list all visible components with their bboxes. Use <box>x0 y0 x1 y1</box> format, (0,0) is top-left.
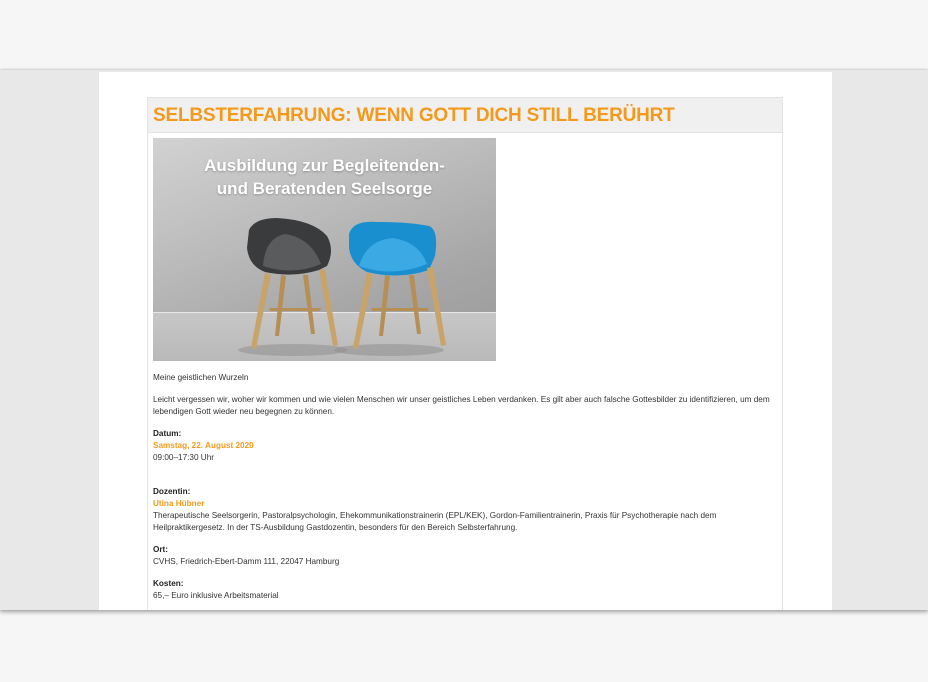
teacher-section <box>153 486 777 534</box>
date-value: Samstag, 22. August 2020 <box>153 441 254 450</box>
event-image <box>153 138 496 361</box>
event-description: Leicht vergessen wir, woher wir kommen und wie vielen Menschen wir unser geistliches Leben verdanken. Es gilt aber auch falsche Gottesbilder zu identifizieren, um dem lebendigen Gott wieder neu begegnen zu können. <box>153 395 770 416</box>
event-title: SELBSTERFAHRUNG: WENN GOTT DICH STILL BERÜHRT <box>153 105 675 126</box>
cost-value: 65,– Euro inklusive Arbeitsmaterial <box>153 591 279 600</box>
dark-chair-icon <box>238 218 348 356</box>
teacher-bio: Therapeutische Seelsorgerin, Pastoralpsychologin, Ehekommunikationstrainerin (EPL/KEK), Gordon-Familientrainerin, Praxis für Psychotherapie nach dem Heilpraktikergesetz. In der TS-Ausbildung Gastdozentin, besonders für den Bereich Selbsterfahrung. <box>153 511 717 532</box>
event-intro: Meine geistlichen Wurzeln <box>153 373 249 382</box>
time-value: 09:00–17:30 Uhr <box>153 453 214 462</box>
location-section <box>153 544 777 568</box>
image-caption <box>153 154 496 200</box>
date-section <box>153 428 777 464</box>
event-body <box>148 133 782 602</box>
date-label: Datum: <box>153 429 182 438</box>
event-card <box>147 97 783 610</box>
image-caption-line-2: und Beratenden Seelsorge <box>216 179 433 198</box>
teacher-label: Dozentin: <box>153 487 191 496</box>
image-caption-line-1: Ausbildung zur Begleitenden- <box>204 156 445 175</box>
teacher-name: Utina Hübner <box>153 499 205 508</box>
content-page <box>99 72 832 610</box>
location-label: Ort: <box>153 545 169 554</box>
blue-chair-icon <box>334 222 446 356</box>
location-value: CVHS, Friedrich-Ebert-Damm 111, 22047 Hamburg <box>153 557 340 566</box>
cost-label: Kosten: <box>153 579 184 588</box>
event-card-header <box>148 98 782 133</box>
cost-section <box>153 578 777 602</box>
